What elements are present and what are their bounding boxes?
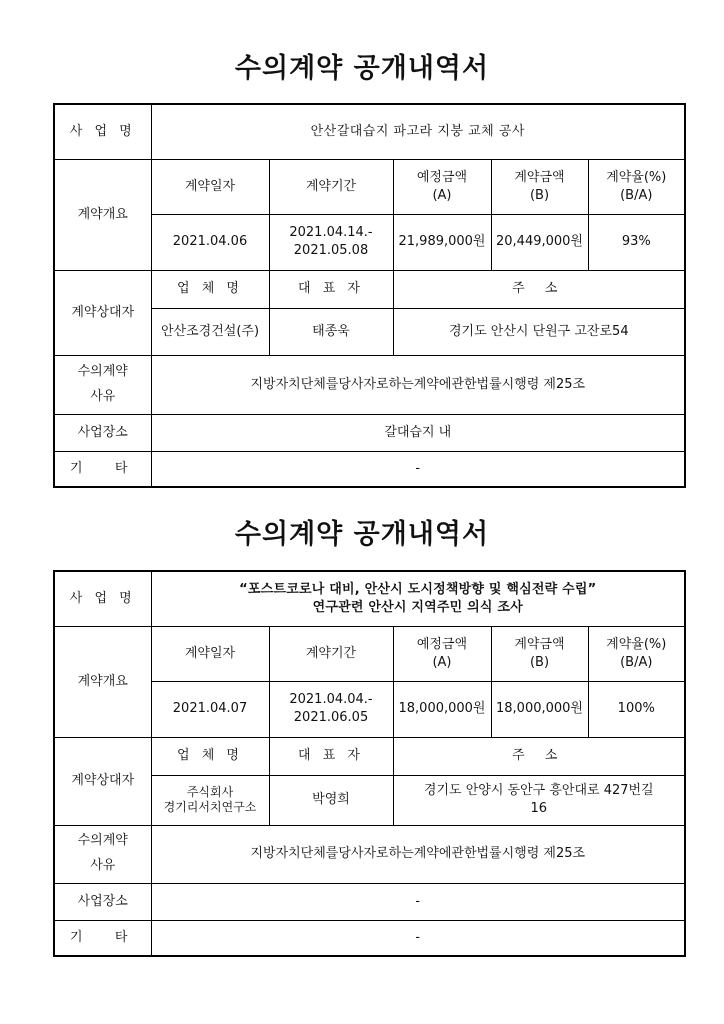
label-project-name: 사 업 명 (54, 571, 151, 626)
document-title: 수의계약 공개내역서 (234, 519, 490, 550)
header-contract-rate: 계약율(%) (B/A) (588, 159, 685, 214)
header-estimated-amount: 예정금액 (A) (393, 159, 491, 214)
header-representative: 대 표 자 (269, 270, 393, 308)
contract-rate: 100% (588, 681, 685, 737)
label-location: 사업장소 (54, 414, 151, 451)
header-contract-amount: 계약금액 (B) (491, 626, 588, 681)
contract-amount: 20,449,000원 (491, 214, 588, 270)
estimated-amount: 18,000,000원 (393, 681, 491, 737)
company-address: 경기도 안산시 단원구 고잔로54 (393, 308, 685, 355)
location-text: - (151, 883, 685, 920)
company-name: 주식회사 경기리서치연구소 (151, 775, 269, 825)
reason-text: 지방자치단체를당사자로하는계약에관한법률시행령 제25조 (151, 825, 685, 883)
contract-period: 2021.04.14.- 2021.05.08 (269, 214, 393, 270)
estimated-amount: 21,989,000원 (393, 214, 491, 270)
contract-date: 2021.04.07 (151, 681, 269, 737)
header-estimated-amount: 예정금액 (A) (393, 626, 491, 681)
label-reason: 수의계약 사유 (54, 355, 151, 414)
location-text: 갈대습지 내 (151, 414, 685, 451)
label-etc: 기 타 (54, 920, 151, 956)
header-company: 업 체 명 (151, 737, 269, 775)
header-company: 업 체 명 (151, 270, 269, 308)
label-location: 사업장소 (54, 883, 151, 920)
project-title: 안산갈대습지 파고라 지붕 교체 공사 (151, 104, 685, 159)
header-contract-date: 계약일자 (151, 626, 269, 681)
project-title: “포스트코로나 대비, 안산시 도시정책방향 및 핵심전략 수립” 연구관련 안산시 지역주민 의식 조사 (151, 571, 685, 626)
label-counterparty: 계약상대자 (54, 270, 151, 355)
header-contract-rate: 계약율(%) (B/A) (588, 626, 685, 681)
document-title: 수의계약 공개내역서 (234, 53, 490, 84)
header-address: 주 소 (393, 270, 685, 308)
contract-amount: 18,000,000원 (491, 681, 588, 737)
header-address: 주 소 (393, 737, 685, 775)
representative-name: 박영희 (269, 775, 393, 825)
company-address: 경기도 안양시 동안구 흥안대로 427번길 16 (393, 775, 685, 825)
header-contract-date: 계약일자 (151, 159, 269, 214)
etc-text: - (151, 920, 685, 956)
header-contract-period: 계약기간 (269, 626, 393, 681)
contract-table (53, 570, 686, 957)
etc-text: - (151, 451, 685, 487)
contract-period: 2021.04.04.- 2021.06.05 (269, 681, 393, 737)
label-overview: 계약개요 (54, 159, 151, 270)
label-etc: 기 타 (54, 451, 151, 487)
representative-name: 태종욱 (269, 308, 393, 355)
contract-rate: 93% (588, 214, 685, 270)
label-project-name: 사 업 명 (54, 104, 151, 159)
header-contract-amount: 계약금액 (B) (491, 159, 588, 214)
label-reason: 수의계약 사유 (54, 825, 151, 883)
label-overview: 계약개요 (54, 626, 151, 737)
reason-text: 지방자치단체를당사자로하는계약에관한법률시행령 제25조 (151, 355, 685, 414)
contract-table (53, 103, 686, 488)
company-name: 안산조경건설(주) (151, 308, 269, 355)
label-counterparty: 계약상대자 (54, 737, 151, 825)
contract-date: 2021.04.06 (151, 214, 269, 270)
header-representative: 대 표 자 (269, 737, 393, 775)
header-contract-period: 계약기간 (269, 159, 393, 214)
